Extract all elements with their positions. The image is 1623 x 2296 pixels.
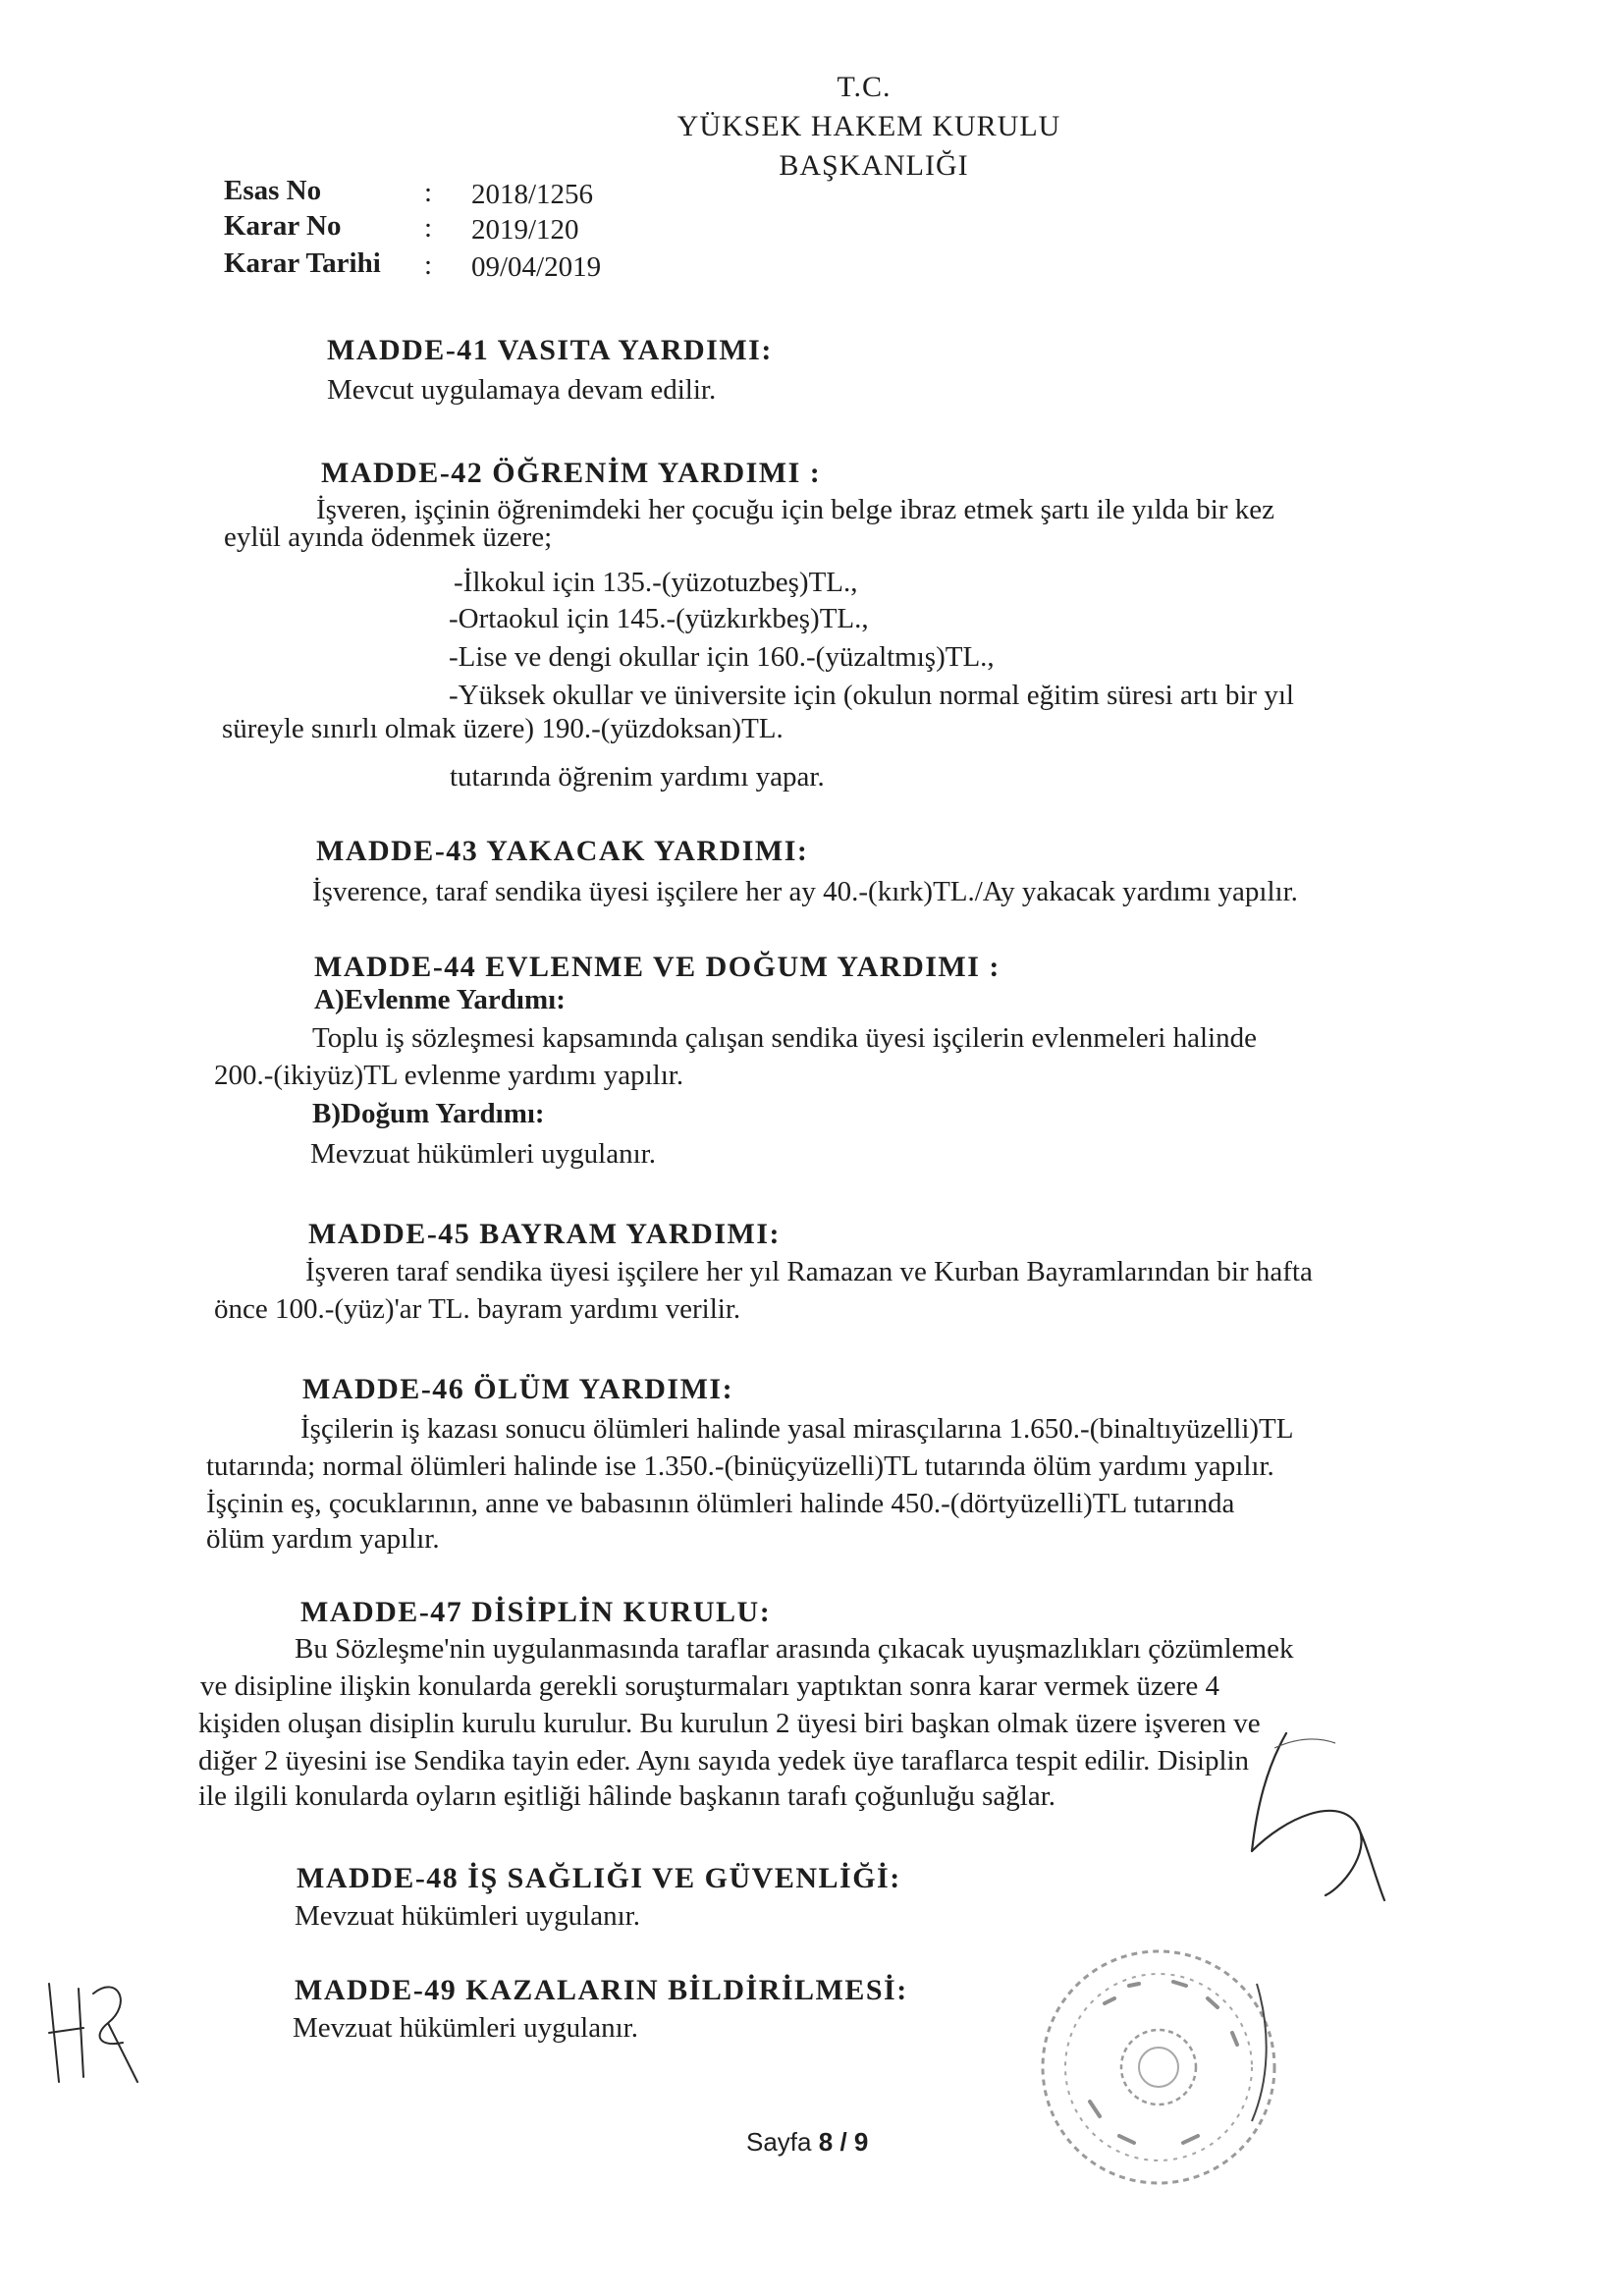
madde-47-line-4: diğer 2 üyesini ise Sendika tayin eder. Aynı sayıda yedek üye taraflarca tespit edilir. Disiplin: [198, 1745, 1250, 1777]
madde-42-item-ilkokul: -İlkokul için 135.-(yüzotuzbeş)TL.,: [454, 567, 858, 598]
madde-44-sub-a: A)Evlenme Yardımı:: [314, 984, 566, 1015]
madde-45-line-1: İşveren taraf sendika üyesi işçilere her yıl Ramazan ve Kurban Bayramlarından bir hafta: [305, 1256, 1313, 1287]
madde-49-title: MADDE-49 KAZALARIN BİLDİRİLMESİ:: [295, 1974, 908, 2006]
madde-44-b-text: Mevzuat hükümleri uygulanır.: [310, 1138, 656, 1170]
madde-46-line-1: İşçilerin iş kazası sonucu ölümleri halinde yasal mirasçılarına 1.650.-(binaltıyüzelli)TL: [300, 1413, 1294, 1445]
page-current: 8: [818, 2127, 834, 2157]
header-line-presidency: BAŞKANLIĞI: [779, 149, 969, 182]
signature-icon: [1227, 1728, 1394, 1905]
madde-45-title: MADDE-45 BAYRAM YARDIMI:: [308, 1218, 781, 1250]
madde-43-text: İşverence, taraf sendika üyesi işçilere her ay 40.-(kırk)TL./Ay yakacak yardımı yapılır.: [312, 876, 1298, 907]
page-number: [746, 2127, 868, 2158]
esas-no-value: 2018/1256: [471, 179, 594, 210]
madde-42-item-universite: -Yüksek okullar ve üniversite için (okulun normal eğitim süresi artı bir yıl: [449, 680, 1294, 711]
madde-42-line-2: eylül ayında ödenmek üzere;: [224, 521, 553, 553]
karar-no-value: 2019/120: [471, 214, 579, 246]
page-prefix: Sayfa: [746, 2127, 812, 2157]
header-line-institution: YÜKSEK HAKEM KURULU: [676, 110, 1061, 142]
karar-tarihi-label: Karar Tarihi: [224, 247, 381, 279]
madde-44-a-line-1: Toplu iş sözleşmesi kapsamında çalışan sendika üyesi işçilerin evlenmeleri halinde: [312, 1022, 1257, 1054]
karar-no-sep: :: [424, 212, 433, 244]
page-separator: /: [839, 2127, 847, 2157]
karar-tarihi-sep: :: [424, 249, 433, 281]
madde-47-line-5: ile ilgili konularda oyların eşitliği hâlinde başkanın tarafı çoğunluğu sağlar.: [198, 1780, 1056, 1812]
madde-47-title: MADDE-47 DİSİPLİN KURULU:: [300, 1596, 772, 1628]
madde-41-text: Mevcut uygulamaya devam edilir.: [327, 374, 717, 406]
esas-no-sep: :: [424, 177, 433, 208]
madde-44-title: MADDE-44 EVLENME VE DOĞUM YARDIMI :: [314, 951, 1001, 983]
karar-tarihi-value: 09/04/2019: [471, 251, 602, 283]
madde-44-sub-b: B)Doğum Yardımı:: [312, 1098, 545, 1129]
esas-no-label: Esas No: [224, 175, 322, 206]
madde-46-line-3: İşçinin eş, çocuklarının, anne ve babasının ölümleri halinde 450.-(dörtyüzelli)TL tutarında: [206, 1488, 1235, 1519]
madde-46-title: MADDE-46 ÖLÜM YARDIMI:: [302, 1373, 734, 1405]
madde-42-item-ortaokul: -Ortaokul için 145.-(yüzkırkbeş)TL.,: [449, 603, 869, 634]
header-line-tc: T.C.: [837, 71, 892, 103]
madde-44-a-line-2: 200.-(ikiyüz)TL evlenme yardımı yapılır.: [214, 1060, 684, 1091]
madde-43-title: MADDE-43 YAKACAK YARDIMI:: [316, 835, 809, 867]
madde-42-item-lise: -Lise ve dengi okullar için 160.-(yüzaltmış)TL.,: [449, 641, 995, 673]
madde-41-title: MADDE-41 VASITA YARDIMI:: [327, 334, 773, 366]
madde-42-closing: tutarında öğrenim yardımı yapar.: [450, 761, 825, 793]
madde-42-line-1: İşveren, işçinin öğrenimdeki her çocuğu için belge ibraz etmek şartı ile yılda bir kez: [316, 494, 1274, 525]
madde-47-line-1: Bu Sözleşme'nin uygulanmasında taraflar arasında çıkacak uyuşmazlıkları çözümlemek: [295, 1633, 1294, 1665]
page-total: 9: [853, 2127, 869, 2157]
seal-stamp-icon: [1011, 1925, 1306, 2210]
karar-no-label: Karar No: [224, 210, 342, 242]
madde-47-line-3: kişiden oluşan disiplin kurulu kurulur. Bu kurulun 2 üyesi biri başkan olmak üzere işveren ve: [198, 1708, 1261, 1739]
madde-42-item-universite-cont: süreyle sınırlı olmak üzere) 190.-(yüzdoksan)TL.: [222, 713, 784, 744]
madde-49-text: Mevzuat hükümleri uygulanır.: [293, 2012, 638, 2044]
madde-47-line-2: ve disipline ilişkin konularda gerekli soruşturmaları yaptıktan sonra karar vermek üzere 4: [200, 1670, 1220, 1702]
madde-45-line-2: önce 100.-(yüz)'ar TL. bayram yardımı verilir.: [214, 1293, 741, 1325]
madde-46-line-4: ölüm yardım yapılır.: [206, 1523, 440, 1555]
madde-46-line-2: tutarında; normal ölümleri halinde ise 1.350.-(binüçyüzelli)TL tutarında ölüm yardımı yapılır.: [206, 1450, 1274, 1482]
initials-icon: [39, 1974, 147, 2092]
madde-48-text: Mevzuat hükümleri uygulanır.: [295, 1900, 640, 1932]
madde-42-title: MADDE-42 ÖĞRENİM YARDIMI :: [321, 457, 822, 489]
madde-48-title: MADDE-48 İŞ SAĞLIĞI VE GÜVENLİĞİ:: [297, 1862, 901, 1894]
